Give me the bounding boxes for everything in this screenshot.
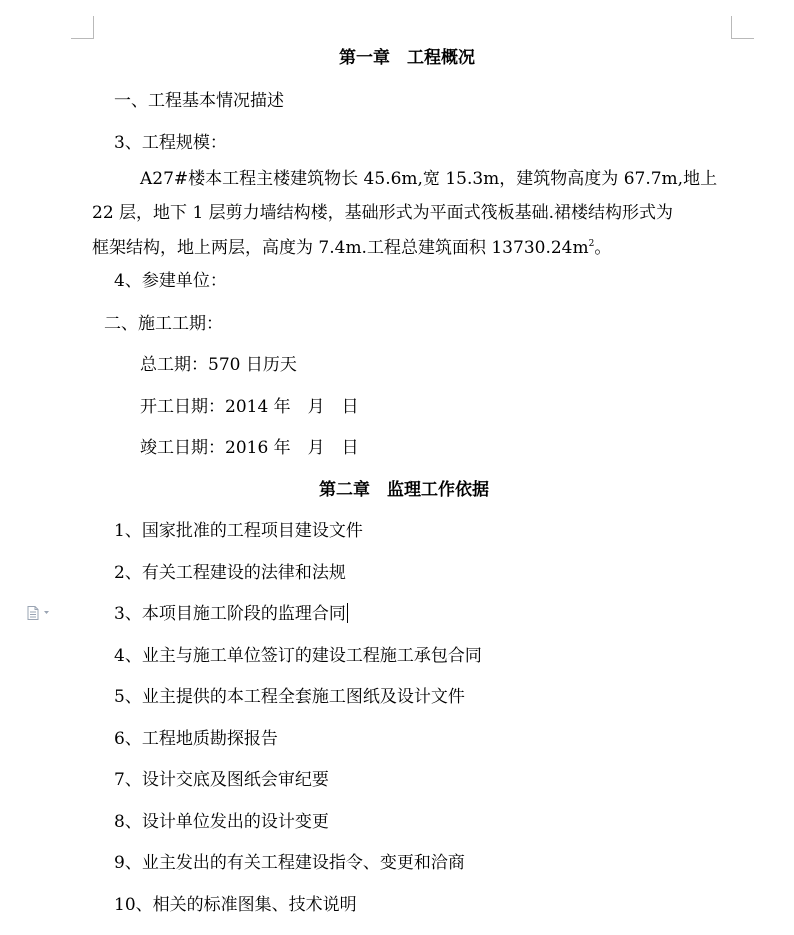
list-item xyxy=(114,603,348,625)
document-icon xyxy=(27,606,53,620)
page-corner-mark-top-left xyxy=(71,16,94,39)
paragraph-text: 。 xyxy=(594,238,612,258)
superscript: 2 xyxy=(588,239,595,249)
subsection-heading: 3、工程规模： xyxy=(114,133,227,153)
list-item: 6、工程地质勘探报告 xyxy=(114,729,278,749)
list-item: 8、设计单位发出的设计变更 xyxy=(114,812,329,832)
list-item: 4、业主与施工单位签订的建设工程施工承包合同 xyxy=(114,646,482,666)
paragraph-text: 框架结构，地上两层，高度为 7.4m.工程总建筑面积 13730.24m xyxy=(92,238,589,258)
section-heading: 二、施工工期： xyxy=(104,314,223,334)
list-item: 2、有关工程建设的法律和法规 xyxy=(114,563,346,583)
page-corner-mark-top-right xyxy=(731,16,754,39)
paragraph-line: 竣工日期：2016 年 月 日 xyxy=(140,438,359,458)
list-item: 10、相关的标准图集、技术说明 xyxy=(114,895,357,915)
subsection-heading: 4、参建单位： xyxy=(114,271,227,291)
list-item: 9、业主发出的有关工程建设指令、变更和洽商 xyxy=(114,853,465,873)
chevron-down-icon xyxy=(44,611,49,614)
list-item-text: 3、本项目施工阶段的监理合同 xyxy=(114,604,346,624)
list-item: 7、设计交底及图纸会审纪要 xyxy=(114,770,329,790)
document-menu-icon[interactable] xyxy=(27,605,53,619)
paragraph-line: 开工日期：2014 年 月 日 xyxy=(140,397,359,417)
paragraph-line xyxy=(92,237,611,259)
paragraph-line: 22 层，地下 1 层剪力墙结构楼，基础形式为平面式筏板基础.裙楼结构形式为 xyxy=(92,203,674,223)
paragraph-line: A27#楼本工程主楼建筑物长 45.6m,宽 15.3m，建筑物高度为 67.7m,地上 xyxy=(140,169,718,189)
text-cursor xyxy=(347,603,348,623)
section-heading: 一、工程基本情况描述 xyxy=(114,91,284,111)
chapter-title: 第一章 工程概况 xyxy=(339,48,475,68)
list-item: 1、国家批准的工程项目建设文件 xyxy=(114,521,363,541)
paragraph-line: 总工期：570 日历天 xyxy=(140,355,297,375)
chapter-title: 第二章 监理工作依据 xyxy=(319,480,489,500)
list-item: 5、业主提供的本工程全套施工图纸及设计文件 xyxy=(114,687,465,707)
